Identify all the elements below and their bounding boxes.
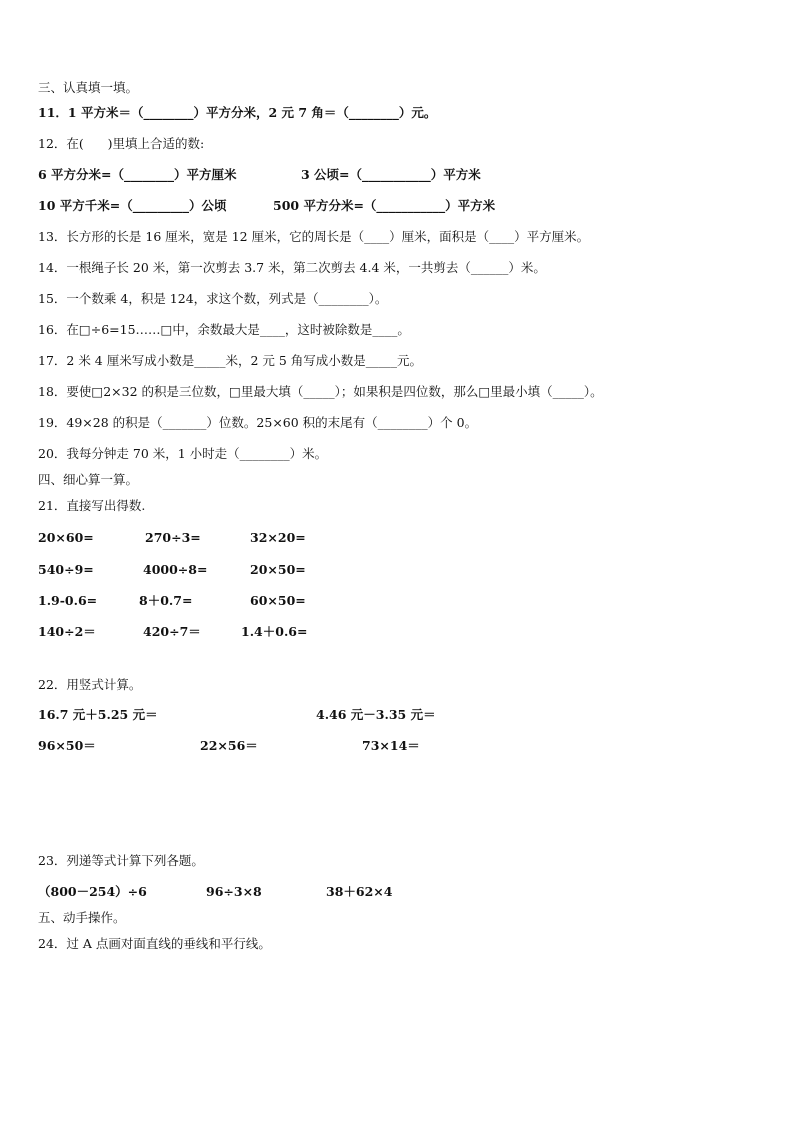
question-19: 19．49×28 的积是（_______）位数。25×60 积的末尾有（________）个 0。: [38, 415, 478, 430]
question-12-item-1: 6 平方分米=（________）平方厘米: [38, 167, 237, 182]
step-calc-item: 38＋62×4: [326, 884, 393, 899]
question-11: 11．1 平方米＝（________）平方分米，2 元 7 角＝（________）元。: [38, 105, 437, 120]
calc-item: 8＋0.7=: [139, 593, 193, 608]
calc-item: 1.9-0.6=: [38, 593, 98, 608]
question-12-item-2: 3 公顷=（___________）平方米: [301, 167, 481, 182]
calc-item: 1.4＋0.6=: [241, 624, 308, 639]
vertical-calc-item: 16.7 元＋5.25 元＝: [38, 707, 158, 722]
question-22: 22．用竖式计算。: [38, 677, 142, 692]
question-15: 15．一个数乘 4，积是 124，求这个数，列式是（________）。: [38, 291, 388, 306]
step-calc-item: 96÷3×8: [206, 884, 262, 899]
calc-item: 270÷3=: [145, 530, 201, 545]
question-21: 21．直接写出得数.: [38, 498, 146, 513]
vertical-calc-item: 4.46 元－3.35 元＝: [316, 707, 436, 722]
question-12: 12．在( )里填上合适的数:: [38, 136, 205, 151]
calc-item: 540÷9=: [38, 562, 94, 577]
calc-item: 32×20=: [250, 530, 306, 545]
calc-item: 4000÷8=: [143, 562, 208, 577]
question-14: 14．一根绳子长 20 米，第一次剪去 3.7 米，第二次剪去 4.4 米，一共剪去（______）米。: [38, 260, 546, 275]
vertical-calc-item: 96×50＝: [38, 738, 96, 753]
question-13: 13．长方形的长是 16 厘米，宽是 12 厘米，它的周长是（____）厘米，面积是（____）平方厘米。: [38, 229, 590, 244]
question-24: 24．过 A 点画对面直线的垂线和平行线。: [38, 936, 271, 951]
question-17: 17．2 米 4 厘米写成小数是_____米，2 元 5 角写成小数是_____元。: [38, 353, 423, 368]
calc-item: 20×60=: [38, 530, 94, 545]
question-20: 20．我每分钟走 70 米，1 小时走（________）米。: [38, 446, 328, 461]
calc-item: 140÷2＝: [38, 624, 96, 639]
section-5-heading: 五、动手操作。: [38, 910, 126, 925]
calc-item: 60×50=: [250, 593, 306, 608]
question-23: 23．列递等式计算下列各题。: [38, 853, 204, 868]
vertical-calc-item: 22×56＝: [200, 738, 258, 753]
question-12-item-3: 10 平方千米=（_________）公顷: [38, 198, 227, 213]
section-3-heading: 三、认真填一填。: [38, 80, 139, 95]
question-12-item-4: 500 平方分米=（___________）平方米: [273, 198, 496, 213]
calc-item: 20×50=: [250, 562, 306, 577]
calc-item: 420÷7＝: [143, 624, 201, 639]
vertical-calc-item: 73×14＝: [362, 738, 420, 753]
step-calc-item: （800－254）÷6: [38, 884, 147, 899]
section-4-heading: 四、细心算一算。: [38, 472, 139, 487]
question-16: 16．在□÷6=15……□中，余数最大是____，这时被除数是____。: [38, 322, 410, 337]
question-18: 18．要使□2×32 的积是三位数，□里最大填（_____）；如果积是四位数，那么□里最小填（_____）。: [38, 384, 603, 399]
